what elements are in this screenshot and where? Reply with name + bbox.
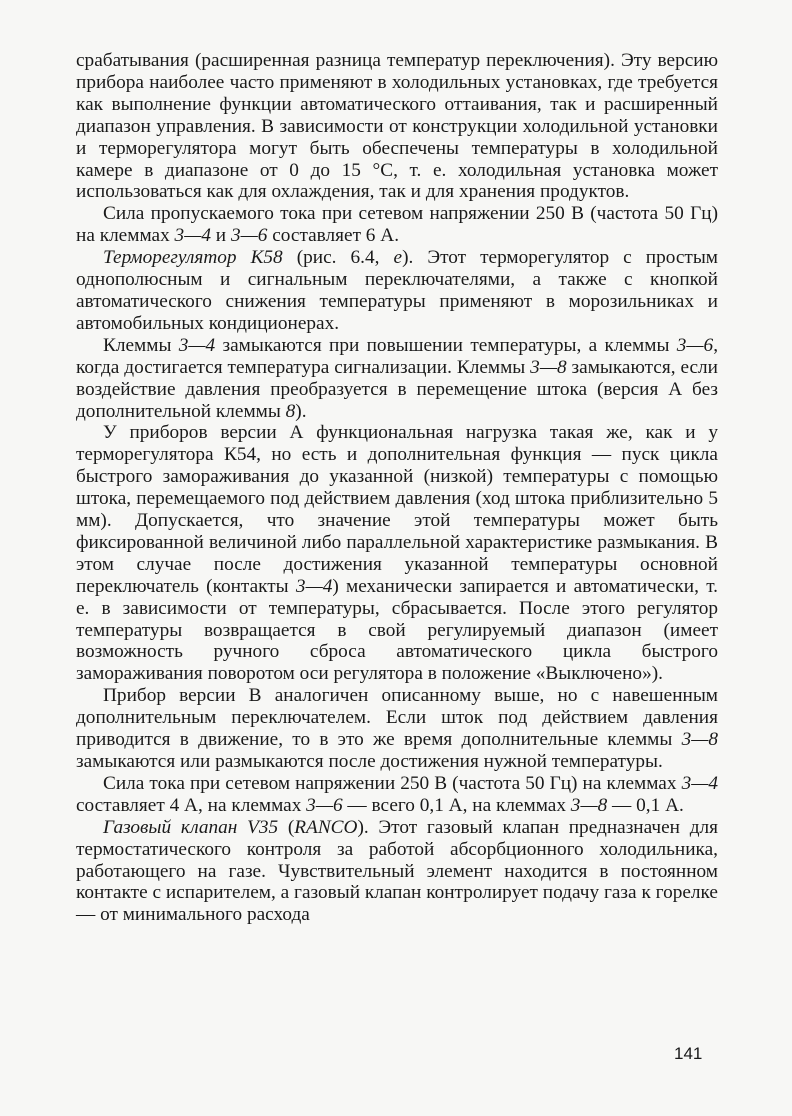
text-run-italic: 3—8 (530, 356, 567, 378)
text-run: составляет 4 А, на клеммах (76, 794, 307, 816)
text-run: ). Этот газовый клапан предназначен для термостатического контроля за работой абсорбционного холодильника, работающего на газе. Чувствительный элемент находится в постоянном контакте с испарителем, а газовый клапан контролирует подачу газа к горелке — от минимального расхода (76, 816, 718, 926)
text-run: У приборов версии А функциональная нагрузка такая же, как и у терморегулятора К54, но есть и дополнительная функция — пуск цикла быстрого замораживания до указанной (низкой) температуры с помощью штока, перемещаемого под действием давления (ход штока приблизительно 5 мм). Допускается, что значение этой температуры может быть фиксированной величиной либо параллельной характеристике размыкания. В этом случае после достижения указанной температуры основной переключатель (контакты (76, 422, 718, 597)
text-run: Сила пропускаемого тока при сетевом напряжении 250 В (частота 50 Гц) на клеммах (76, 203, 718, 247)
text-run: ). Этот терморегулятор с простым однополюсным и сигнальным переключателями, а также с кнопкой автоматического снижения температуры применяют в морозильниках и автомобильных кондиционерах. (76, 247, 718, 334)
text-run: ). (295, 400, 307, 422)
text-run: — 0,1 А. (607, 794, 684, 816)
paragraph (76, 422, 718, 685)
text-run-italic: RANCO (294, 816, 358, 838)
text-run: составляет 6 А. (267, 225, 400, 247)
text-run: ) механически запирается и автоматически, т. е. в зависимости от температуры, сбрасывается. После этого регулятор температуры возвращается в свой регулируемый диапазон (имеет возможность ручного сброса автоматического цикла быстрого замораживания поворотом оси регулятора в положение «Выключено»). (76, 575, 719, 685)
paragraph (76, 203, 718, 247)
text-run-italic: 3—6 (306, 794, 343, 816)
text-run: Сила тока при сетевом напряжении 250 В (частота 50 Гц) на клеммах (103, 772, 682, 794)
text-run-italic: 8 (285, 400, 296, 422)
page-number: 141 (674, 1044, 703, 1063)
text-run-italic: е (393, 247, 403, 269)
text-run: замыкаются при повышении температуры, а клеммы (215, 334, 677, 356)
text-run-italic: 3—8 (681, 729, 718, 751)
text-run-italic: Терморегулятор К58 (103, 247, 283, 269)
paragraph (76, 247, 718, 335)
paragraph (76, 773, 718, 817)
text-run: ( (278, 816, 295, 838)
text-run: , когда достигается температура сигнализации. Клеммы (76, 334, 719, 378)
paragraph (76, 335, 718, 423)
text-run: срабатывания (расширенная разница температур переключения). Эту версию прибора наиболее часто применяют в холодильных установках, где требуется как выполнение функции автоматического оттаивания, так и расширенный диапазон управления. В зависимости от конструкции холодильной установки и терморегулятора могут быть обеспечены температуры в холодильной камере в диапазоне от 0 до 15 °С, т. е. холодильная установка может использоваться как для охлаждения, так и для хранения продуктов. (76, 50, 718, 203)
text-run-italic: 3—6 (230, 225, 268, 247)
text-run-italic: 3—4 (295, 575, 333, 597)
page-body (76, 50, 718, 926)
text-run: Прибор версии В аналогичен описанному выше, но с навешенным дополнительным переключателем. Если шток под действием давления приводится в движение, то в это же время дополнительные клеммы (76, 685, 718, 751)
paragraph (76, 50, 718, 203)
paragraph (76, 817, 718, 927)
text-run: и (210, 225, 231, 247)
text-run: замыкаются, если воздействие давления преобразуется в перемещение штока (версия А без дополнительной клеммы (76, 356, 719, 422)
text-run: Клеммы (103, 334, 179, 356)
text-run-italic: 3—8 (570, 794, 608, 816)
paragraph (76, 685, 718, 773)
text-run-italic: 3—6 (676, 334, 714, 356)
text-run-italic: 3—4 (681, 772, 718, 794)
text-run: замыкаются или размыкаются после достижения нужной температуры. (76, 751, 663, 772)
text-run-italic: Газовый клапан V35 (103, 816, 279, 838)
text-run: (рис. 6.4, (282, 247, 394, 269)
text-run-italic: 3—4 (178, 334, 216, 356)
text-run: — всего 0,1 А, на клеммах (342, 794, 571, 816)
text-run-italic: 3—4 (174, 225, 211, 247)
